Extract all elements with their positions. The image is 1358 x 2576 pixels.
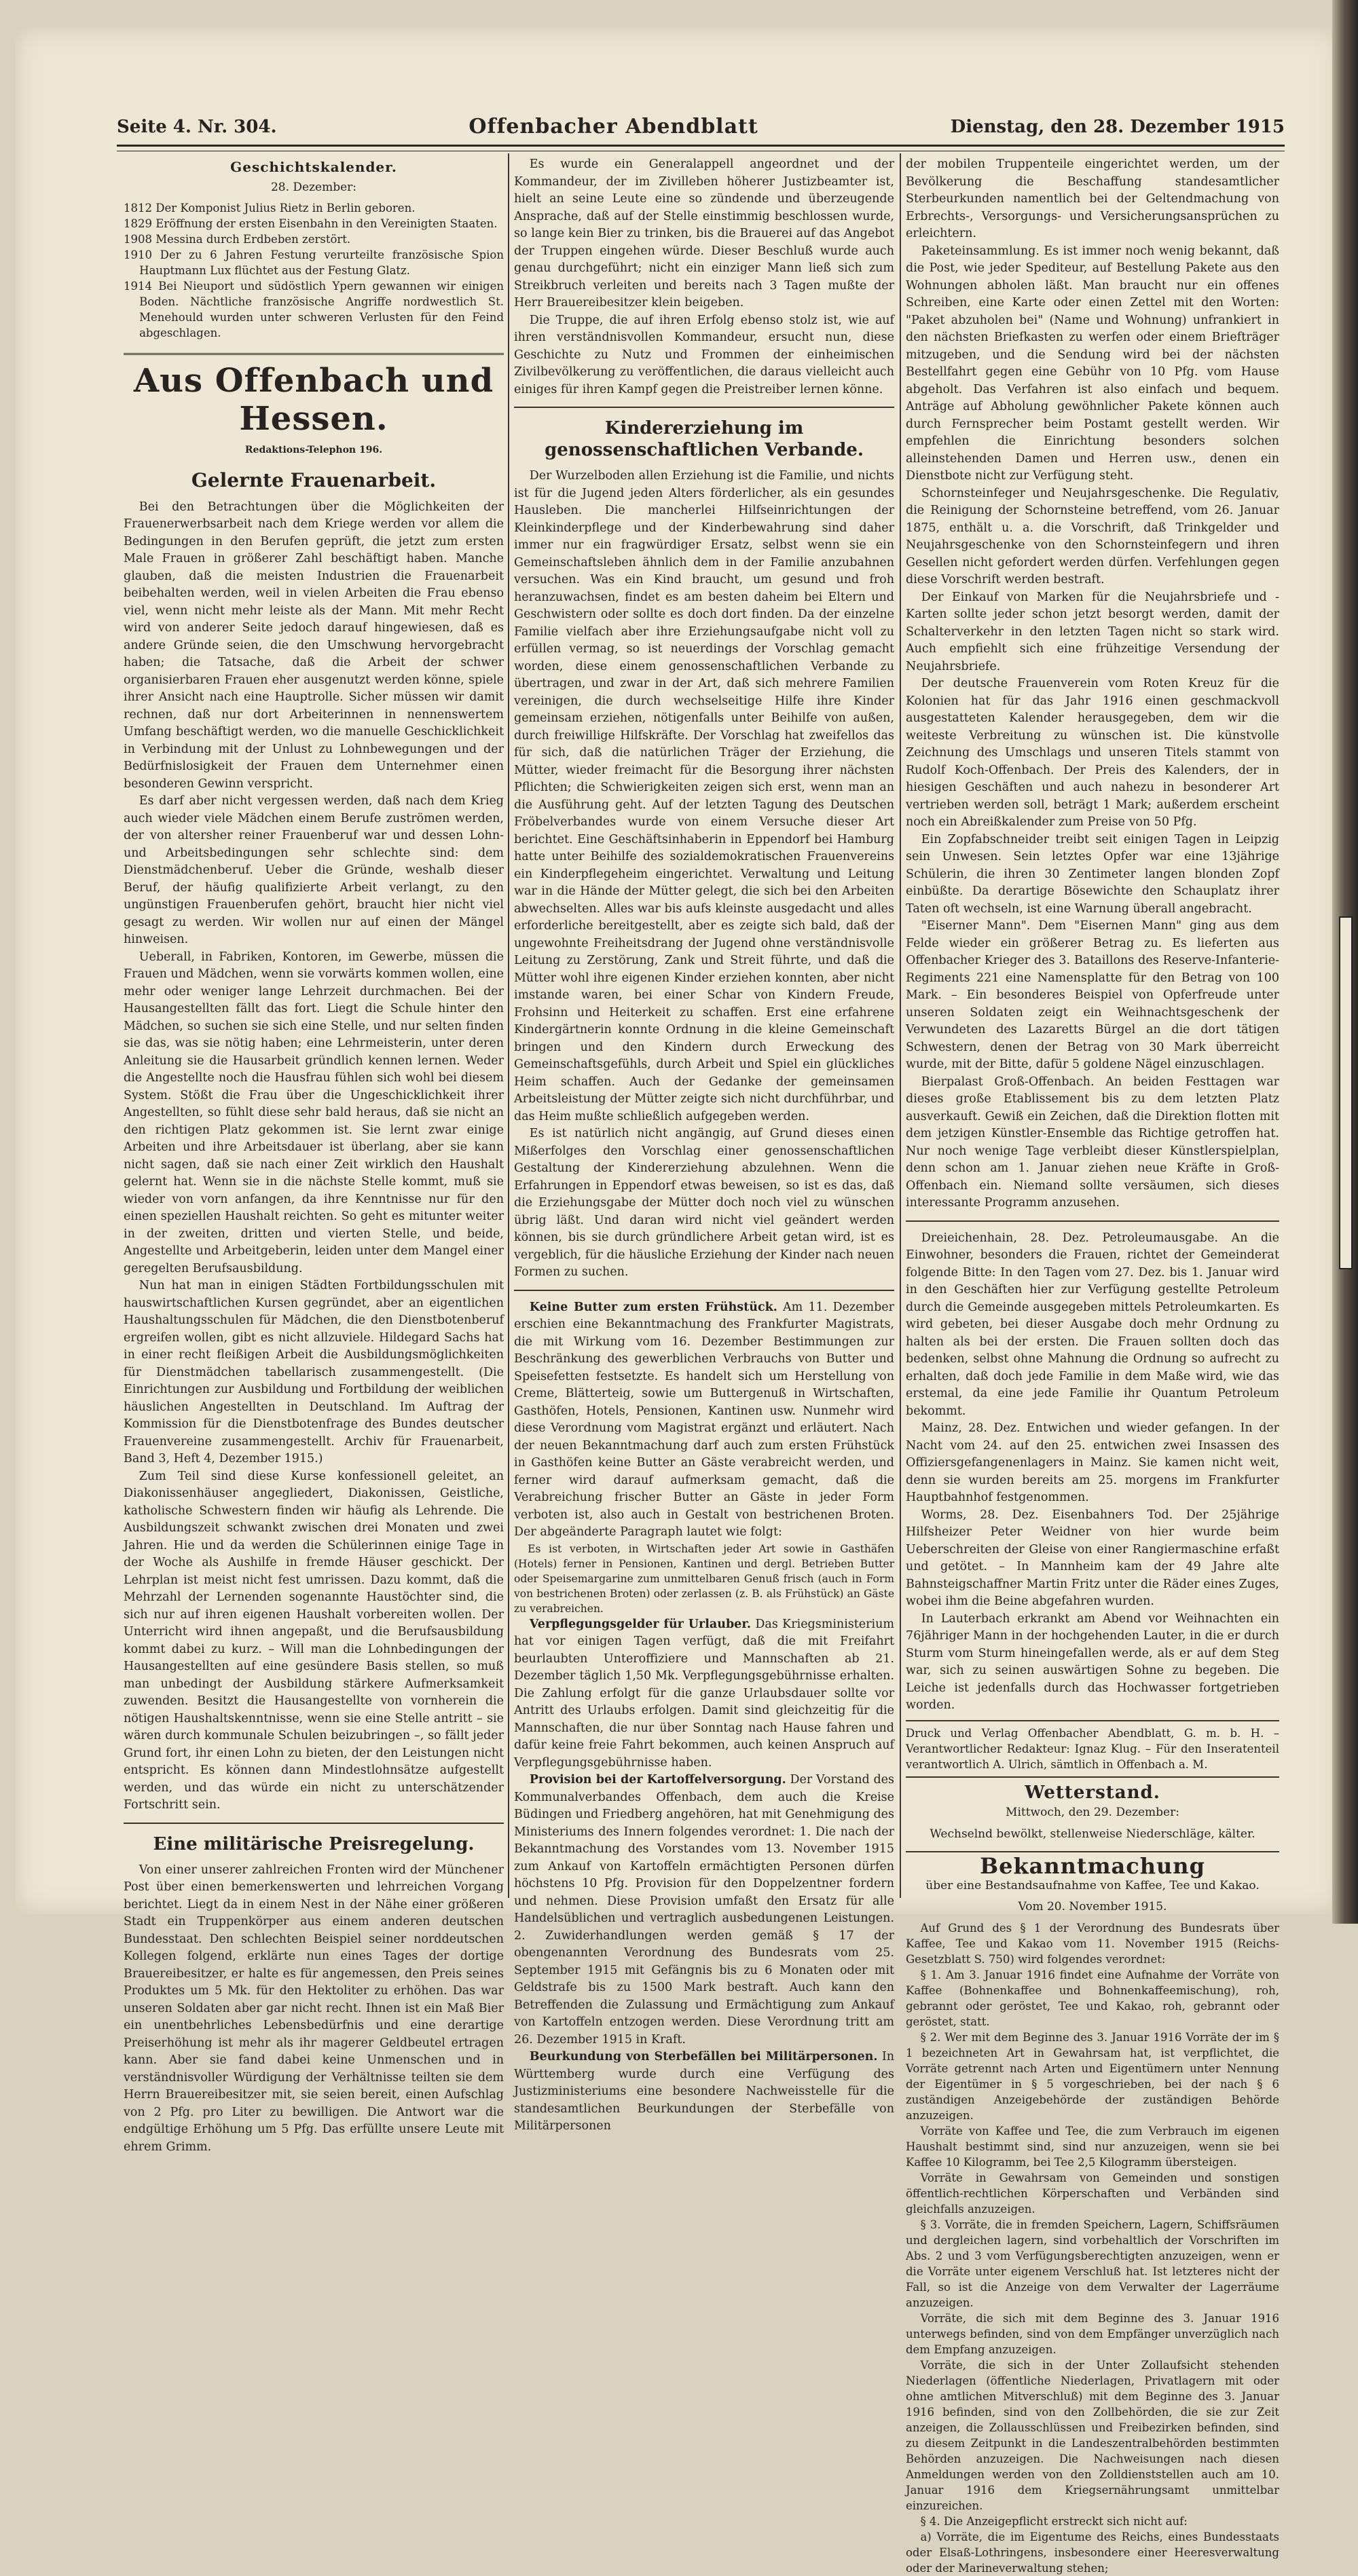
section-title: Aus Offenbach und Hessen. (124, 353, 504, 438)
notice-text: Am 11. Dezember erschien eine Bekanntmachung des Frankfurter Magistrats, die mit Wirkung vom 16. Dezember Bestimmungen zur Beschränkung des gewerblichen Verbrauchs von Butter und Speisefetten festsetzte. Es handelt sich um Herstellung von Creme, Blätterteig, sowie um Buttergenuß in Wirtschaften, Gasthöfen, Hotels, Pensionen, Kantinen usw. Nunmehr wird diese Verordnung vom Magistrat ergänzt und erläutert. Nach der neuen Bekanntmachung darf auch zum ersten Frühstück in Gasthöfen keine Butter an Gäste verabreicht werden, und ferner wird darauf aufmerksam gemacht, daß die Verabreichung frischer Butter an Gäste in jeder Form verboten ist, also auch in Gestalt von bestrichenen Broten. Der abgeänderte Paragraph lautet wie folgt: (514, 1300, 894, 1539)
adjacent-page-edge (1339, 916, 1353, 1269)
article-paragraph: der mobilen Truppenteile eingerichtet werden, um der Bevölkerung die Beschaffung standesamtlicher Sterbeurkunden namentlich bei der Geltendmachung von Erbrechts-, Versorgungs- und Versicherungsansprüchen zu erleichtern. (906, 157, 1279, 240)
column-divider (900, 153, 901, 1898)
column-1 (124, 156, 504, 2154)
issue-date: Dienstag, den 28. Dezember 1915 (950, 116, 1285, 137)
local-news-item: Der Einkauf von Marken für die Neujahrsbriefe und -Karten sollte jeder schon jetzt besorgt werden, damit der Schalterverkehr in den letzten Tagen nicht so stark wird. Auch empfiehlt sich eine frühzeitige Versendung der Neujahrsbriefe. (906, 590, 1279, 673)
article-title: Gelernte Frauenarbeit. (191, 468, 437, 491)
notice-title: Beurkundung von Sterbefällen bei Militärpersonen. (529, 2050, 878, 2064)
notice-item (514, 1299, 894, 1542)
page-number: Seite 4. Nr. 304. (117, 116, 277, 137)
calendar-entry: 1910 Der zu 6 Jahren Festung verurteilte französische Spion Hauptmann Lux flüchtet aus der Festung Glatz. (124, 248, 504, 277)
announcement-title: Bekanntmachung (906, 1851, 1279, 1875)
local-news-item: Der deutsche Frauenverein vom Roten Kreuz für die Kolonien hat für das Jahr 1916 einen geschmackvoll ausgestatteten Kalender herausgegeben, dem wir die weiteste Verbreitung zu wünschen ist. Die künstvolle Zeichnung des Umschlags und unseren Titels stammt von Rudolf Koch-Offenbach. Der Preis des Kalenders, der in hiesigen Geschäften und auch nahezu in besonderer Art vertrieben werden soll, beträgt 1 Mark; außerdem erscheint noch ein Abreißkalender zum Preise von 50 Pfg. (906, 677, 1279, 829)
local-news-item: "Eiserner Mann". Dem "Eisernen Mann" ging aus dem Felde wieder ein größerer Betrag zu. Es lieferten aus Offenbacher Krieger des 3. Bataillons des Reserve-Infanterie-Regiments 221 eine Namensplatte für den Betrag von 100 Mark. – Ein besonderes Beispiel von Opferfreude unter unseren Soldaten zeigt ein Weihnachtsgeschenk der Verwundeten des Lazaretts Bürgel an die dort tätigen Schwestern, denen der Betrag von 30 Mark überreicht wurde, mit der Bitte, dafür 5 goldene Nägel einzuschlagen. (906, 919, 1279, 1071)
local-news-item: Paketeinsammlung. Es ist immer noch wenig bekannt, daß die Post, wie jeder Spediteur, auf Bestellung Pakete aus den Wohnungen abholen läßt. Man braucht nur ein offenes Schreiben, eine Karte oder einen Zettel mit den Worten: "Paket abzuholen bei" (Name und Wohnung) unfrankiert in den nächsten Briefkasten zu werfen oder einem Briefträger mitzugeben, und die Sendung wird bei der nächsten Bestellfahrt gegen eine Gebühr von 10 Pfg. vom Hause abgeholt. Das Verfahren ist also einfach und bequem. Anträge auf Abholung gewöhnlicher Pakete können auch durch Fernsprecher beim Postamt gestellt werden. Wir empfehlen die Einrichtung besonders solchen alleinstehenden Damen und Herren usw., denen ein Dienstbote nicht zur Verfügung steht. (906, 244, 1279, 483)
calendar-entry: 1812 Der Komponist Julius Rietz in Berlin geboren. (124, 202, 416, 214)
calendar-date: 28. Dezember: (270, 180, 357, 194)
notice-title: Provision bei der Kartoffelversorgung. (529, 1773, 786, 1787)
notice-item (514, 2049, 894, 2135)
notice-item (514, 1772, 894, 2049)
column-2 (514, 156, 894, 2133)
column-divider (508, 153, 509, 1898)
article-paragraph: Die Truppe, die auf ihren Erfolg ebenso stolz ist, wie auf ihren verständnisvollen Kommandeur, ersucht nun, diese Geschichte zu Nutz und Frommen der einheimischen Zivilbevölkerung zu veröffentlichen, die daraus vielleicht auch einiges für ihren Kampf gegen die Preistreiber lernen könne. (514, 313, 894, 396)
announcement-subject: über eine Bestandsaufnahme von Kaffee, Tee und Kakao. (925, 1878, 1260, 1892)
article-title: Eine militärische Preisregelung. (153, 1833, 475, 1854)
article-paragraph: Der Wurzelboden allen Erziehung ist die Familie, und nichts ist für die Jugend jeden Alters förderlicher, als ein gesundes Hausleben. Die mancherlei Hilfseinrichtungen der Kleinkinderpflege und der Kinderbewahrung sind daher immer nur ein fragwürdiger Ersatz, selbst wenn sie ein Gemeinschaftsleben ähnlich dem in der Familie anzubahnen versuchen. Was ein Kind braucht, um gesund und froh heranzuwachsen, findet es am besten daheim bei Eltern und Geschwistern oder sollte es doch dort finden. Da der einzelne Familie vielfach aber ihre Erziehungsaufgabe nicht voll zu erfüllen vermag, so ist neuerdings der Vorschlag gemacht worden, diese einem genossenschaftlichen Verbande zu übertragen, und zwar in der Art, daß sich mehrere Familien vereinigen, die durch wechselseitige Hilfe ihre Kinder gemeinsam erziehen, nötigenfalls unter Beihilfe von außen, durch freiwillige Hilfskräfte. Der Vorschlag hat zweifellos das für sich, daß die natürlichen Träger der Erziehung, die Mütter, wieder freimacht für die Besorgung ihrer nächsten Pflichten; die Schwierigkeiten zeigen sich erst, wenn man an die Ausführung geht. Auf der letzten Tagung des Deutschen Fröbelverbandes wurde von einem Versuche dieser Art berichtet. Eine Geschäftsinhaberin in Eppendorf bei Hamburg hatte unter Beihilfe des sozialdemokratischen Frauenvereins ein Kinderpflegeheim eingerichtet. Verwaltung und Leitung war in die Hände der Mütter gelegt, die sich bei den Arbeiten abwechselten. Alles war bis aufs kleinste ausgedacht und alles erforderliche bereitgestellt, aber es zeigte sich bald, daß der ungewohnte Freiheitsdrang der Jugend ohne verständnisvolle Leitung zu Zerstörung, Zank und Streit führte, und daß die Mütter wohl ihre eigenen Kinder erziehen konnten, aber nicht imstande waren, bei einer Schar von Kindern Freude, Frohsinn und Heiterkeit zu schaffen. Erst eine erfahrene Kindergärtnerin konnte Ordnung in die kleine Gemeinschaft bringen und den Kindern durch Erweckung des Gemeinschaftsgefühls, durch Arbeit und Spiel ein glückliches Heim schaffen. Auch der Gedanke der gemeinsamen Arbeitsleistung der Mütter zeigte sich nicht durchführbar, und das Heim mußte schließlich aufgegeben werden. (514, 469, 894, 1123)
calendar-entry: 1829 Eröffnung der ersten Eisenbahn in den Vereinigten Staaten. (124, 217, 498, 230)
page-header (117, 109, 1285, 147)
announcement-paragraph: Vorräte von Kaffee und Tee, die zum Verbrauch im eigenen Haushalt bestimmt sind, sind nur anzuzeigen, wenn sie bei Kaffee 10 Kilogramm, bei Tee 2,5 Kilogramm übersteigen. (906, 2124, 1279, 2169)
announcement-paragraph: § 3. Vorräte, die in fremden Speichern, Lagern, Schiffsräumen und dergleichen lagern, sind vorbehaltlich der Vorschriften im Abs. 2 und 3 vom Verfügungsberechtigten anzuzeigen, wenn er die Vorräte unter eigenem Verschluß hat. Ist letzteres nicht der Fall, so ist die Anzeige von dem Verwalter der Lagerräume anzuzeigen. (906, 2218, 1279, 2309)
regional-news-item: Dreieichenhain, 28. Dez. Petroleumausgabe. An die Einwohner, besonders die Frauen, richtet der Gemeinderat folgende Bitte: In den Tagen vom 27. Dez. bis 1. Januar wird in den Geschäften hier zur Verfügung gestellte Petroleum durch die Gemeinde ausgegeben mittels Petroleumkarten. Es wird gebeten, bei dieser Ausgabe doch mehr Ordnung zu halten als bei der ersten. Die Frauen sollten doch das bedenken, selbst ohne Mahnung die Ordnung so aufrecht zu erhalten, daß doch jede Familie in dem Maße wird, wie das erstemal, da eine jede Familie ihr Quantum Petroleum bekommt. (906, 1231, 1279, 1418)
article-divider (514, 407, 894, 408)
notice-text: Der Vorstand des Kommunalverbandes Offenbach, dem auch die Kreise Büdingen und Friedberg angehören, hat mit Genehmigung des Ministeriums des Innern folgendes verordnet: 1. Die nach der Bekanntmachung des Vorstandes vom 13. November 1915 zum Ankauf von Kartoffeln ermächtigten Personen dürfen höchstens 10 Pfg. Provision für den Doppelzentner fordern und nehmen. Diese Provision umfaßt den Ersatz für alle Handelsüblichen und vertraglich ausbedungenen Leistungen. 2. Zuwiderhandlungen werden gemäß § 17 der obengenannten Verordnung des Bundesrats vom 25. September 1915 mit Gefängnis bis zu 6 Monaten oder mit Geldstrafe bis zu 1500 Mark bestraft. Auch kann den Betreffenden die Zulassung und Ermächtigung zum Ankauf von Kartoffeln entzogen werden. Diese Verordnung tritt am 26. Dezember 1915 in Kraft. (514, 1773, 894, 2047)
announcement-paragraph: Vorräte, die sich in der Unter Zollaufsicht stehenden Niederlagen (öffentliche Niederlagen, Privatlagern mit oder ohne amtlichen Mitverschluß) mit dem Beginne des 3. Januar 1916 befinden, sind von den Zollbehörden, die sie zur Zeit anzeigen, die Zollausschlüssen und Freibezirken befinden, sind zu diesem Zeitpunkt in die Landeszentralbehörden bestimmten Behörden anzuzeigen. Die Nachweisungen nach diesen Anmeldungen werden von den Zolldienststellen auch am 10. Januar 1916 dem Kriegsernährungsamt unmittelbar einzureichen. (906, 2358, 1279, 2512)
notice-title: Verpflegungsgelder für Urlauber. (529, 1617, 752, 1631)
notice-text: Das Kriegsministerium hat vor einigen Tagen verfügt, daß die mit Freifahrt beurlaubten Unteroffiziere und Mannschaften ab 21. Dezember täglich 1,50 Mk. Verpflegungsgebührnisse erhalten. Die Zahlung erfolgt für die ganze Urlaubsdauer sollte vor Antritt des Urlaubs erfolgen. Damit sind gleichzeitig für die Mannschaften, die nur über Sonntag nach Hause fahren und dafür keine freie Fahrt bekommen, auch keinen Anspruch auf Verpflegungsgebührnisse haben. (514, 1617, 894, 1770)
announcement-paragraph: Vorräte, die sich mit dem Beginne des 3. Januar 1916 unterwegs befinden, sind von dem Empfänger unverzüglich nach dem Empfang anzuzeigen. (906, 2311, 1279, 2356)
calendar-entry: 1908 Messina durch Erdbeben zerstört. (124, 233, 351, 246)
article-divider (906, 1220, 1279, 1222)
weather-date: Mittwoch, den 29. Dezember: (1006, 1806, 1179, 1819)
article-divider (124, 1823, 504, 1824)
official-announcement (906, 1851, 1279, 2576)
impressum: Druck und Verlag Offenbacher Abendblatt, G. m. b. H. – Verantwortlicher Redakteur: Ignaz Klug. – Für den Inseratenteil verantwortlich A. Ulrich, sämtlich in Offenbach a. M. (906, 1720, 1279, 1778)
article-paragraph: Es ist natürlich nicht angängig, auf Grund dieses einen Mißerfolges den Vorschlag einer genossenschaftlichen Gestaltung der Kindererziehung abzulehnen. Wenn die Erfahrungen in Eppendorf etwas beweisen, so ist es das, daß die Erziehungsgabe der Mütter doch noch viel zu wünschen übrig läßt. Und daran wird nicht viel geändert werden können, bis sie durch gründlichere Arbeit getan wird, ist es vergeblich, für die häusliche Erziehung der Kinder nach neuen Formen zu suchen. (514, 1127, 894, 1279)
article-paragraph: Bei den Betrachtungen über die Möglichkeiten der Frauenerwerbsarbeit nach dem Kriege werden vor allem die Bedingungen in den Berufen geprüft, die jetzt zum ersten Male Frauen in größerer Zahl beschäftigt haben. Manche glauben, daß die meisten Industrien die Frauenarbeit beibehalten werden, weil in vielen Arbeiten die Frau ebenso viel, wenn nicht mehr leiste als der Mann. Mit mehr Recht wird von anderer Seite jedoch darauf hingewiesen, daß es andere Gründe seien, die den Umschwung hervorgebracht haben; die Tatsache, daß die Arbeit der schwer organisierbaren Frauen eher ausgenutzt werden könne, spiele ihrer Ansicht nach eine Hauptrolle. Sicher müssen wir damit rechnen, daß nur dort Arbeiterinnen in nennenswertem Umfang beschäftigt werden, wo die manuelle Geschicklichkeit in Verbindung mit der Unlust zu Lohnbewegungen und der Bedürfnislosigkeit der Frauen dem Unternehmer einen besonderen Gewinn verspricht. (124, 500, 504, 791)
notice-title: Keine Butter zum ersten Frühstück. (529, 1300, 777, 1314)
local-news-item: Bierpalast Groß-Offenbach. An beiden Festtagen war dieses große Etablissement bis zu dem letzten Platz ausverkauft. Gewiß ein Zeichen, daß die Direktion flotten mit dem jetzigen Künstler-Ensemble das Richtige getroffen hat. Nur noch wenige Tage verbleibt dieser Künstlerspielplan, denn schon am 1. Januar ziehen neue Kräfte in Groß-Offenbach ein. Niemand sollte versäumen, sich dieses interessante Programm anzusehen. (906, 1075, 1279, 1210)
weather-title: Wetterstand. (1025, 1782, 1160, 1803)
editorial-telephone: Redaktions-Telephon 196. (244, 445, 383, 455)
newspaper-name: Offenbacher Abendblatt (469, 115, 758, 138)
column-3 (906, 156, 1279, 2575)
article-paragraph: Ueberall, in Fabriken, Kontoren, im Gewerbe, müssen die Frauen und Mädchen, wenn sie vorwärts kommen wollen, eine mehr oder weniger lange Lehrzeit durchmachen. Bei der Hausangestellten fällt das fort. Liegt die Schule hinter den Mädchen, so suchen sie sich eine Stelle, und nur selten finden sie das, was sie nötig haben; eine Lehrmeisterin, unter deren Anleitung sie die Hausarbeit gründlich kennen lernen. Weder die Angestellte noch die Hausfrau fühlen sich wohl bei diesem System. Stößt die Frau über die Ungeschicklichkeit ihrer Angestellten, so fühlt diese sehr bald heraus, daß sie nicht an den richtigen Platz gekommen ist. Sie lernt zwar einige Arbeiten und ihre Arbeitsdauer ist überlang, aber sie kann nicht sagen, daß sie nach einer Zeit wirklich den Haushalt gelernt hat. Wenn sie in die nächste Stelle kommt, muß sie wieder von vorn anfangen, da ihre Kenntnisse nur für den einen speziellen Haushalt reichten. So geht es mitunter weiter in der zweiten, dritten und vierten Stelle, und beide, Angestellte und Arbeitgeberin, leiden unter dem Mangel einer geregelten Berufsausbildung. (124, 950, 504, 1275)
article-paragraph: Nun hat man in einigen Städten Fortbildungsschulen mit hauswirtschaftlichen Kursen gegründet, aber an eigentlichen Haushaltungsschulen für Mädchen, die den Dienstbotenberuf ergreifen wollen, gibt es nicht allzuviele. Hildegard Sachs hat in einer recht fleißigen Arbeit die Ausbildungsmöglichkeiten für Dienstmädchen tabellarisch zusammengestellt. (Die Einrichtungen zur Ausbildung und Fortbildung der weiblichen häuslichen Angestellten in Deutschland. Im Auftrag der Kommission für die Dienstbotenfrage des Bundes deutscher Frauenvereine zusammengestellt. Archiv für Frauenarbeit, Band 3, Heft 4, Dezember 1915.) (124, 1279, 504, 1466)
calendar-title: Geschichtskalender. (230, 159, 397, 175)
regional-news-item: In Lauterbach erkrankt am Abend vor Weihnachten ein 76jähriger Mann in der hochgehenden Lauter, in die er durch Sturm vom Sturm hineingefallen werde, als er auf dem Steg war, sich zu seinen auswärtigen Sohne zu begeben. Die Leiche ist jedenfalls durch das Hochwasser fortgetrieben worden. (906, 1611, 1279, 1712)
announcement-paragraph: § 1. Am 3. Januar 1916 findet eine Aufnahme der Vorräte von Kaffee (Bohnenkaffee und Bohnenkaffeemischung), roh, gebrannt oder geröstet, Tee und Kakao, roh, gebrannt oder geröstet, statt. (906, 1968, 1279, 2028)
article-paragraph: Es wurde ein Generalappell angeordnet und der Kommandeur, der im Zivilleben höherer Justizbeamter ist, hielt an seine Leute eine so zündende und überzeugende Ansprache, daß auf der Stelle einstimmig beschlossen wurde, so lange kein Bier zu trinken, bis die Brauerei auf das Angebot der Truppen eingehen würde. Dieser Beschluß wurde auch genau durchgeführt; nicht ein einziger Mann ließ sich zum Streikbruch verleiten und bereits nach 3 Tagen mußte der Herr Brauereibesitzer klein beigeben. (514, 157, 894, 310)
local-news-item: Schornsteinfeger und Neujahrsgeschenke. Die Regulativ, die Reinigung der Schornsteine betreffend, vom 26. Januar 1875, enthält u. a. die Vorschrift, daß Trinkgelder und Neujahrsgeschenke von den Schornsteinfegern und ihren Gesellen nicht gefordert werden dürfen. Verfehlungen gegen diese Vorschrift werden bestraft. (906, 486, 1279, 586)
article-title: Kindererziehung im genossenschaftlichen Verbande. (545, 418, 864, 460)
history-calendar (124, 159, 504, 341)
announcement-paragraph: § 2. Wer mit dem Beginne des 3. Januar 1916 Vorräte der im § 1 bezeichneten Art in Gewahrsam hat, ist verpflichtet, die Vorräte getrennt nach Arten und Eigentümern unter Nennung der Eigentümer in § 5 vorgeschrieben, bei der nach § 6 zuständigen Anzeigebehörde der zuständigen Behörde anzuzeigen. (906, 2030, 1279, 2122)
announcement-paragraph: § 4. Die Anzeigepflicht erstreckt sich nicht auf: (920, 2514, 1188, 2528)
regional-news-item: Worms, 28. Dez. Eisenbahners Tod. Der 25jährige Hilfsheizer Peter Weidner von hier wurde beim Ueberschreiten der Gleise von einer Rangiermaschine erfaßt und getötet. – In Mannheim kam der 49 Jahre alte Bahnsteigschaffner Martin Fritz unter die Räder eines Zuges, wobei ihm die Beine abgefahren wurden. (906, 1508, 1279, 1608)
announcement-paragraph: Vorräte in Gewahrsam von Gemeinden und sonstigen öffentlich-rechtlichen Körperschaften und Verbänden sind gleichfalls anzuzeigen. (906, 2171, 1279, 2216)
regional-news-item: Mainz, 28. Dez. Entwichen und wieder gefangen. In der Nacht vom 24. auf den 25. entwichen zwei Insassen des Offiziersgefangenenlagers in Mainz. Sie kamen nicht weit, denn sie wurden bereits am 25. morgens im Frankfurter Hauptbahnhof festgenommen. (906, 1421, 1279, 1504)
weather-forecast: Wechselnd bewölkt, stellenweise Niederschläge, kälter. (930, 1827, 1255, 1841)
announcement-paragraph: a) Vorräte, die im Eigentume des Reichs, eines Bundesstaats oder Elsaß-Lothringens, insbesondere einer Heeresverwaltung oder der Marineverwaltung stehen; (906, 2530, 1279, 2575)
notice-quote: Es ist verboten, in Wirtschaften jeder Art sowie in Gasthäfen (Hotels) ferner in Pensionen, Kantinen und dergl. Betrieben Butter oder Speisemargarine zum unmittelbaren Genuß frisch (auch in Form von bestrichenen Broten) oder zerlassen (z. B. als Frühstück) an Gäste zu verabreichen. (514, 1542, 894, 1615)
newspaper-page (15, 27, 1339, 2575)
article-divider (514, 1290, 894, 1291)
announcement-paragraph: Auf Grund des § 1 der Verordnung des Bundesrats über Kaffee, Tee und Kakao vom 11. November 1915 (Reichs-Gesetzblatt S. 750) wird folgendes verordnet: (906, 1921, 1279, 1966)
local-news-item: Ein Zopfabschneider treibt seit einigen Tagen in Leipzig sein Unwesen. Sein letztes Opfer war eine 13jährige Schülerin, die ihren 30 Zentimeter langen blonden Zopf einbüßte. Da derartige Bösewichte den Schauplatz ihrer Taten oft wechseln, ist eine Warnung überall angebracht. (906, 832, 1279, 916)
announcement-date: Vom 20. November 1915. (1018, 1899, 1167, 1914)
calendar-entry: 1914 Bei Nieuport und südöstlich Ypern gewannen wir einigen Boden. Nächtliche französische Angriffe nordwestlich St. Menehould wurden unter schweren Verlusten für den Feind abgeschlagen. (124, 280, 504, 339)
article-paragraph: Zum Teil sind diese Kurse konfessionell geleitet, an Diakonissenhäuser angegliedert, Diakonissen, Geistliche, katholische Schwestern finden wir häufig als Lehrende. Die Ausbildungszeit schwankt zwischen drei Monaten und zwei Jahren. Hie und da werden die Schülerinnen einige Tage in der Woche als Aushilfe in fremde Häuser geschickt. Der Lehrplan ist meist nicht fest umrissen. Dazu kommt, daß die Mehrzahl der Lernenden sogenannte Haustöchter sind, die sich nur auf ihren eigenen Haushalt vorbereiten wollen. Der Unterricht wird ihnen angepaßt, und die Berufsausbildung kommt dabei zu kurz. – Will man die Lohnbedingungen der Hausangestellten auf eine gesündere Basis stellen, so muß man unbedingt der Ausbildung stärkere Aufmerksamkeit zuwenden. Besitzt die Hausangestellte von vornherein die nötigen Haushaltskenntnisse, wenn sie eine Stelle antritt – sie wären durch kommunale Schulen beizubringen –, so fällt jeder Grund fort, ihr einen Lohn zu bieten, der den Leistungen nicht entspricht. Es können dann Mindestlohnsätze aufgestellt werden, und das würde ein nicht zu unterschätzender Fortschritt sein. (124, 1469, 504, 1812)
article-paragraph: Von einer unserer zahlreichen Fronten wird der Münchener Post über einen bemerkenswerten und lehrreichen Vorgang berichtet. Liegt da in einem Nest in der Nähe einer größeren Stadt ein Truppenkörper aus einem anderen deutschen Bundesstaat. Den schlechten Beispiel seiner norddeutschen Kollegen folgend, erklärte nun eines Tages der dortige Brauereibesitzer, er halte es für angemessen, den Preis seines Produktes um 5 Mk. für den Hektoliter zu erhöhen. Das war unseren Soldaten aber gar nicht recht. Ihnen ist ein Maß Bier ein unentbehrliches Lebensbedürfnis und eine derartige Preiserhöhung ist mehr als ihr magerer Geldbeutel ertragen kann. Aber sie fand dabei keine Unmenschen und in verständnisvoller Würdigung der Verhältnisse teilten sie dem Herrn Brauereibesitzer mit, sie seien bereit, einen Aufschlag von 2 Pfg. pro Liter zu bewilligen. Die Antwort war die endgültige Erhöhung um 5 Pfg. Das erfüllte unsere Leute mit ehrem Grimm. (124, 1863, 504, 2154)
notice-item (514, 1616, 894, 1772)
notice-text: In Württemberg wurde durch eine Verfügung des Justizministeriums eine besondere Nachweisstelle für die standesamtlichen Beurkundungen der Sterbefälle von Militärpersonen (514, 2050, 894, 2133)
article-paragraph: Es darf aber nicht vergessen werden, daß nach dem Krieg auch wieder viele Mädchen einem Berufe zuströmen werden, der von altersher reiner Frauenberuf war und dessen Lohn- und Arbeitsbedingungen sehr schlechte sind: dem Dienstmädchenberuf. Ueber die Gründe, weshalb dieser Beruf, der häufig qualifizierte Arbeit verlangt, zu den ungünstigen Frauenberufen gehört, braucht hier nicht viel gesagt zu werden. Wir wollen nur auf einen der Mängel hinweisen. (124, 794, 504, 946)
